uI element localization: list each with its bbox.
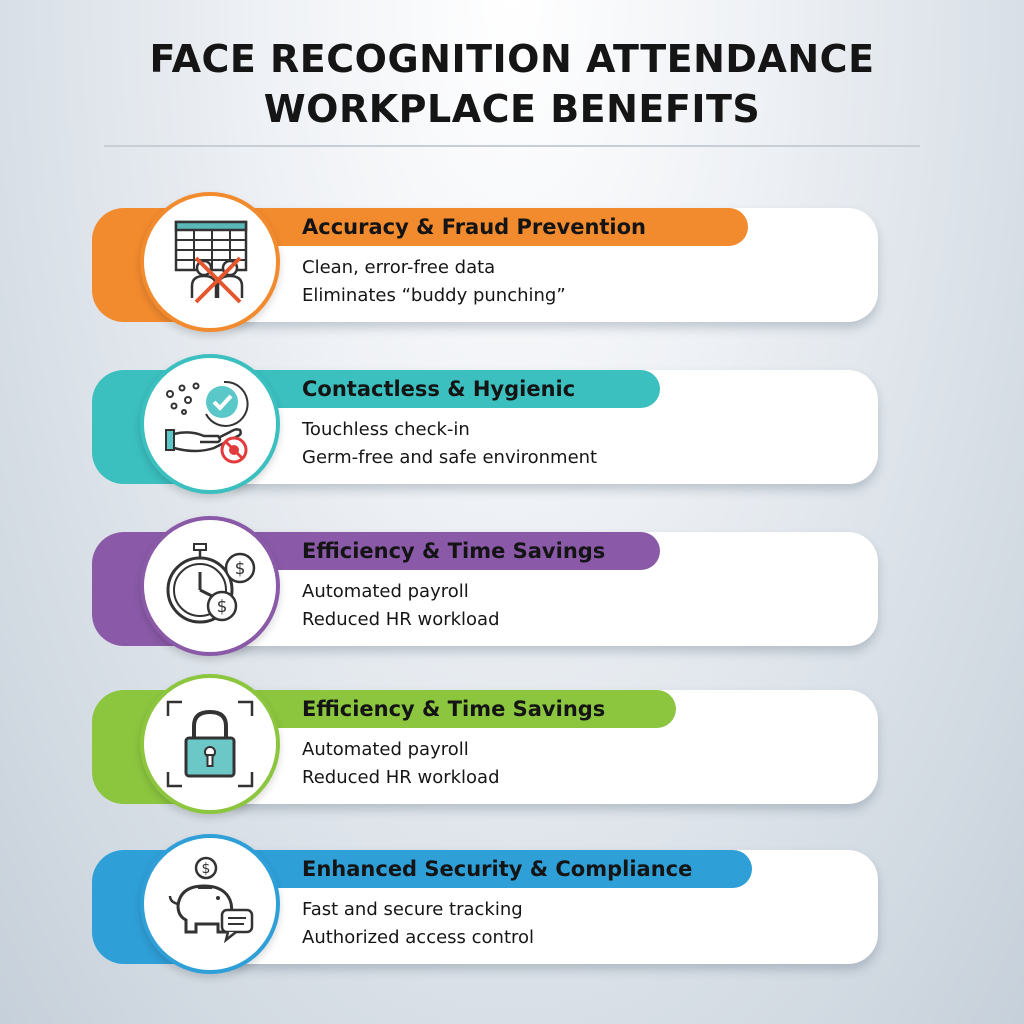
piggy-bank-chat-icon (160, 854, 260, 954)
card-icon-circle (140, 192, 280, 332)
benefit-card-efficiency (92, 532, 878, 646)
card-icon-circle (140, 516, 280, 656)
svg-text:$: $ (216, 597, 228, 617)
padlock-scan-icon (160, 694, 260, 794)
card-line-1: Fast and secure tracking (302, 899, 523, 920)
card-line-2: Reduced HR workload (302, 767, 500, 788)
card-line-2: Authorized access control (302, 927, 535, 948)
card-line-1: Clean, error-free data (302, 257, 496, 278)
card-line-2: Reduced HR workload (302, 609, 500, 630)
title-divider (104, 145, 920, 147)
svg-text:$: $ (234, 559, 246, 579)
card-icon-circle (140, 674, 280, 814)
card-heading: Enhanced Security & Compliance (302, 857, 693, 881)
svg-text:$: $ (201, 861, 211, 877)
card-line-1: Automated payroll (302, 581, 469, 602)
stopwatch-dollar-icon (160, 536, 260, 636)
card-heading: Efficiency & Time Savings (302, 697, 606, 721)
card-icon-circle (140, 834, 280, 974)
title-line-2: WORKPLACE BENEFITS (263, 87, 761, 131)
card-heading: Accuracy & Fraud Prevention (302, 215, 647, 239)
benefit-card-accuracy (92, 208, 878, 322)
page-title (0, 34, 1024, 134)
timesheet-fraud-icon (160, 212, 260, 312)
card-heading: Contactless & Hygienic (302, 377, 576, 401)
benefit-card-efficiency-2 (92, 690, 878, 804)
benefit-card-contactless (92, 370, 878, 484)
card-icon-circle (140, 354, 280, 494)
benefit-card-security (92, 850, 878, 964)
card-line-2: Eliminates “buddy punching” (302, 285, 566, 306)
title-line-1: FACE RECOGNITION ATTENDANCE (149, 37, 875, 81)
card-line-1: Touchless check-in (302, 419, 470, 440)
card-line-2: Germ-free and safe environment (302, 447, 598, 468)
touchless-hand-icon (160, 374, 260, 474)
card-line-1: Automated payroll (302, 739, 469, 760)
card-heading: Efficiency & Time Savings (302, 539, 606, 563)
